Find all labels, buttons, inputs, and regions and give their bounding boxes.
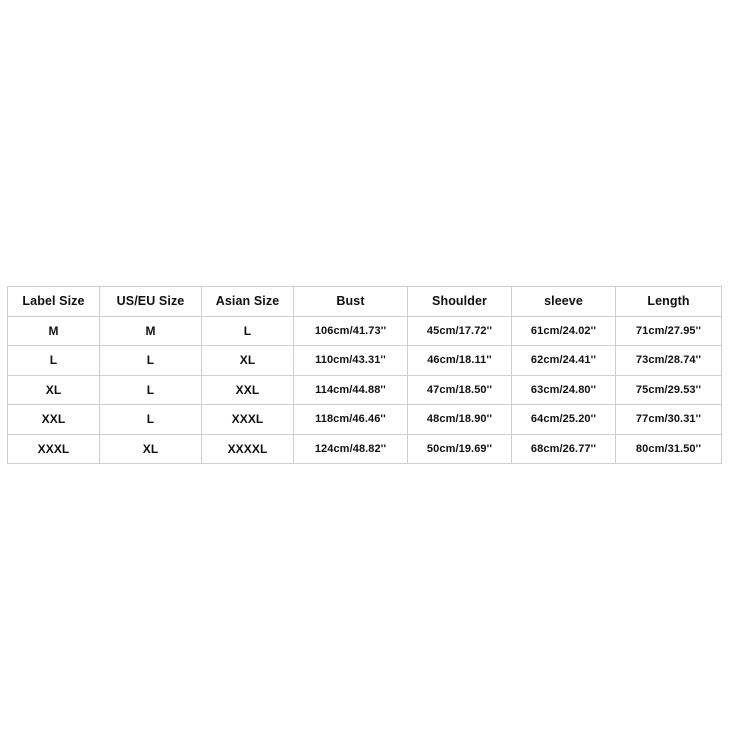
- header-asian-size: Asian Size: [202, 287, 294, 317]
- asian-size-cell: XXL: [202, 375, 294, 405]
- sleeve-cell: 64cm/25.20'': [512, 405, 616, 435]
- sleeve-cell: 63cm/24.80'': [512, 375, 616, 405]
- table-row: [8, 316, 722, 346]
- header-bust: Bust: [294, 287, 408, 317]
- header-us-eu-size: US/EU Size: [100, 287, 202, 317]
- bust-cell: 106cm/41.73'': [294, 316, 408, 346]
- us-eu-size-cell: XL: [100, 434, 202, 464]
- sleeve-cell: 61cm/24.02'': [512, 316, 616, 346]
- sleeve-cell: 62cm/24.41'': [512, 346, 616, 376]
- us-eu-size-cell: L: [100, 346, 202, 376]
- header-shoulder: Shoulder: [408, 287, 512, 317]
- bust-cell: 110cm/43.31'': [294, 346, 408, 376]
- length-cell: 80cm/31.50'': [616, 434, 722, 464]
- shoulder-cell: 50cm/19.69'': [408, 434, 512, 464]
- header-label-size: Label Size: [8, 287, 100, 317]
- table-row: [8, 375, 722, 405]
- label-size-cell: XL: [8, 375, 100, 405]
- shoulder-cell: 48cm/18.90'': [408, 405, 512, 435]
- length-cell: 75cm/29.53'': [616, 375, 722, 405]
- asian-size-cell: XXXXL: [202, 434, 294, 464]
- shoulder-cell: 45cm/17.72'': [408, 316, 512, 346]
- shoulder-cell: 46cm/18.11'': [408, 346, 512, 376]
- table-row: [8, 434, 722, 464]
- header-sleeve: sleeve: [512, 287, 616, 317]
- label-size-cell: M: [8, 316, 100, 346]
- length-cell: 73cm/28.74'': [616, 346, 722, 376]
- label-size-cell: L: [8, 346, 100, 376]
- us-eu-size-cell: M: [100, 316, 202, 346]
- size-chart-table: [7, 286, 722, 464]
- bust-cell: 124cm/48.82'': [294, 434, 408, 464]
- shoulder-cell: 47cm/18.50'': [408, 375, 512, 405]
- bust-cell: 114cm/44.88'': [294, 375, 408, 405]
- length-cell: 71cm/27.95'': [616, 316, 722, 346]
- header-length: Length: [616, 287, 722, 317]
- header-row: [8, 287, 722, 317]
- asian-size-cell: XL: [202, 346, 294, 376]
- table-row: [8, 405, 722, 435]
- bust-cell: 118cm/46.46'': [294, 405, 408, 435]
- asian-size-cell: L: [202, 316, 294, 346]
- us-eu-size-cell: L: [100, 405, 202, 435]
- label-size-cell: XXL: [8, 405, 100, 435]
- us-eu-size-cell: L: [100, 375, 202, 405]
- table-row: [8, 346, 722, 376]
- label-size-cell: XXXL: [8, 434, 100, 464]
- sleeve-cell: 68cm/26.77'': [512, 434, 616, 464]
- asian-size-cell: XXXL: [202, 405, 294, 435]
- length-cell: 77cm/30.31'': [616, 405, 722, 435]
